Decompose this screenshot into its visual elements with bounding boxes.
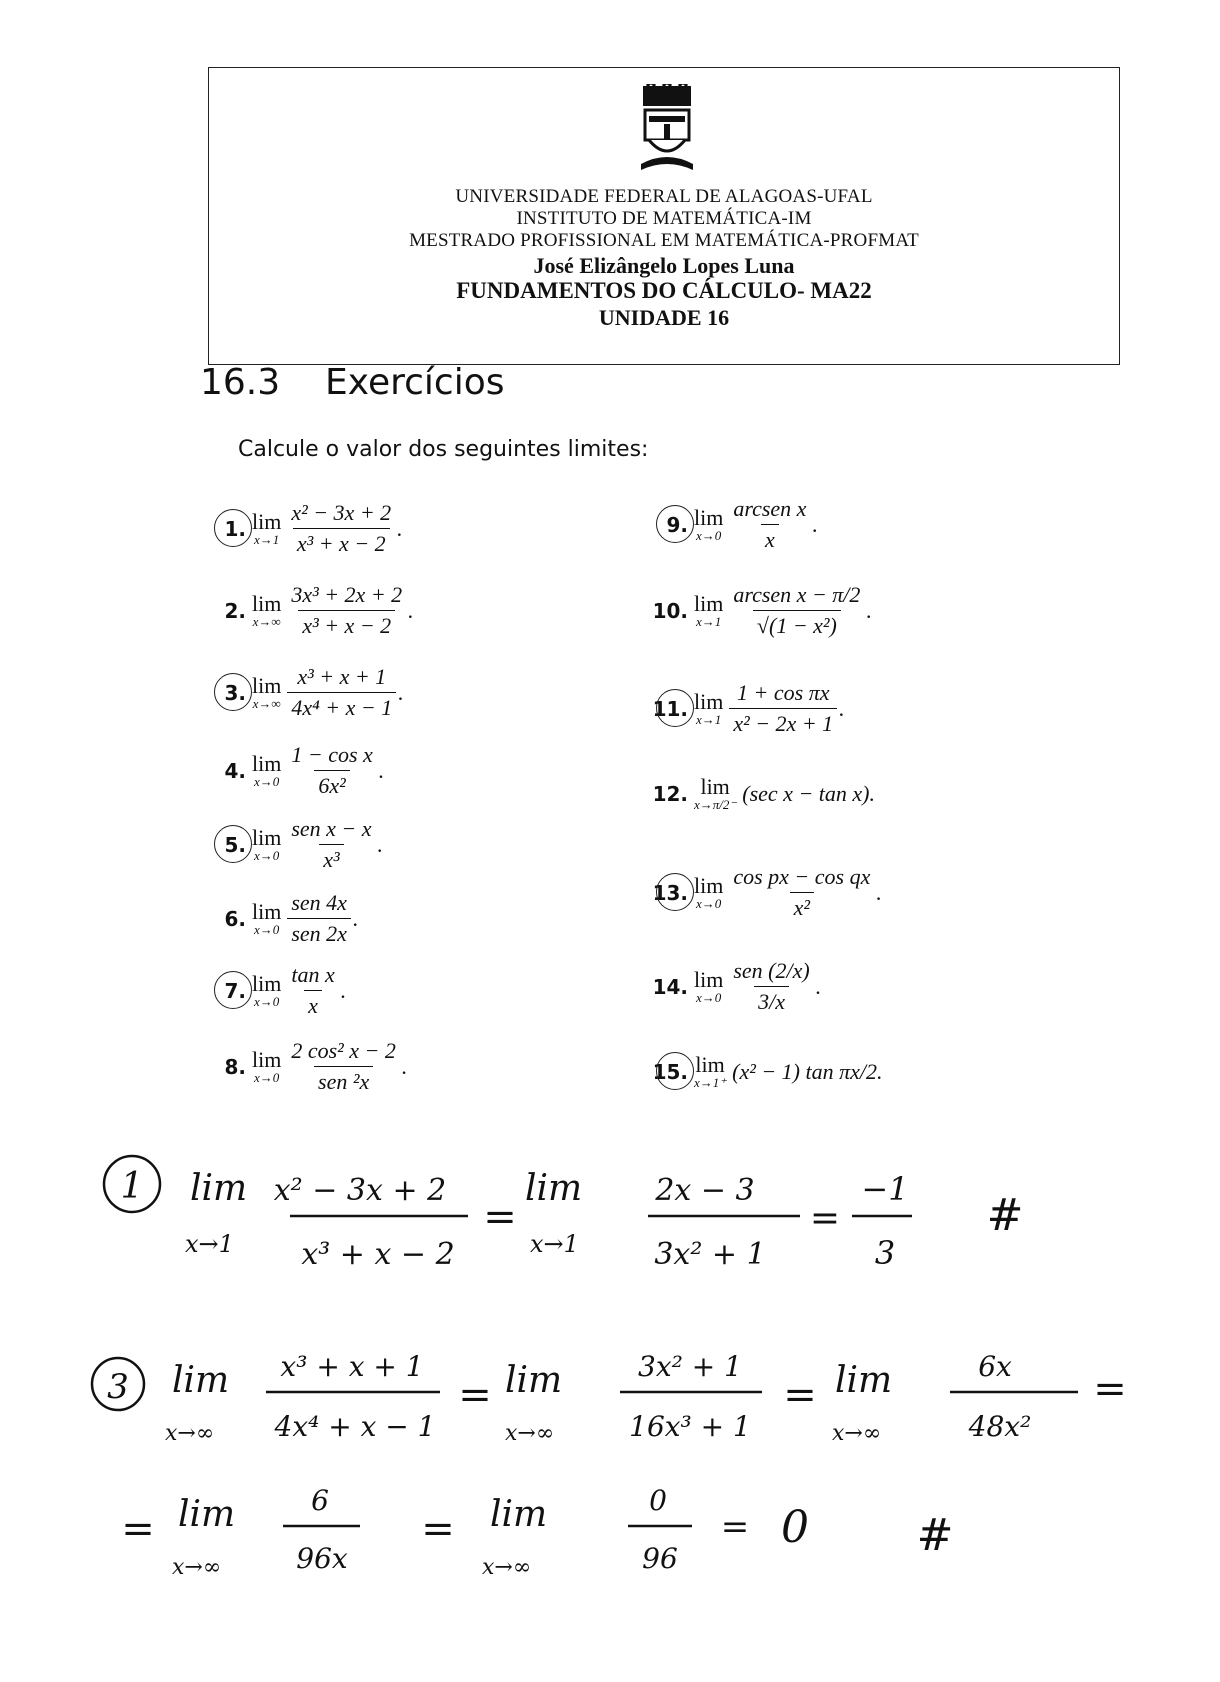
lim-subscript: x→1⁺: [694, 1075, 727, 1090]
exercise-number: 1.: [210, 517, 246, 541]
university-emblem-icon: [639, 84, 695, 176]
exercise-11: [652, 680, 845, 737]
lim-word: lim: [252, 672, 282, 698]
denominator: x: [304, 990, 322, 1019]
lim-subscript: x→1: [254, 531, 280, 547]
exercise-number: 12.: [652, 782, 688, 806]
lim-subscript: x→0: [696, 989, 722, 1005]
numerator: 3x³ + 2x + 2: [291, 582, 403, 607]
denominator: sen ²x: [314, 1066, 373, 1095]
expression: (x² − 1) tan πx/2.: [732, 1059, 883, 1084]
numerator: arcsen x: [733, 496, 807, 521]
lim-word: lim: [525, 1168, 583, 1209]
numerator: x³ + x + 1: [280, 1350, 424, 1383]
denominator: 4x⁴ + x − 1: [287, 692, 396, 721]
terminator: .: [397, 515, 403, 541]
numerator: x³ + x + 1: [297, 664, 387, 689]
lim-subscript: x→0: [254, 993, 280, 1009]
exercise-15: [652, 1054, 883, 1090]
lim-word: lim: [252, 1046, 282, 1072]
lim-subscript: x→0: [696, 527, 722, 543]
exercise-2: [210, 582, 414, 639]
end-mark: #: [986, 1190, 1024, 1241]
lim-subscript: x→0: [254, 773, 280, 789]
author-name: José Elizângelo Lopes Luna: [533, 253, 795, 278]
lim-word: lim: [694, 872, 724, 898]
exercise-4: [210, 742, 384, 799]
lim-word: lim: [490, 1494, 548, 1535]
terminator: .: [408, 597, 414, 623]
lim-subscript: x→∞: [482, 1555, 532, 1580]
denominator: 4x⁴ + x − 1: [274, 1410, 436, 1443]
numerator: 1 − cos x: [291, 742, 373, 767]
denominator: √(1 − x²): [753, 610, 841, 639]
denominator: 6x²: [314, 770, 349, 799]
terminator: .: [340, 977, 347, 1003]
equals-sign: =: [483, 1194, 517, 1240]
terminator: .: [866, 597, 872, 623]
lim-word: lim: [694, 590, 724, 616]
numerator: 2x − 3: [655, 1173, 755, 1208]
exercise-number: 15.: [652, 1060, 688, 1084]
solution-number: 3: [107, 1367, 129, 1407]
lim-subscript: x→∞: [832, 1421, 882, 1446]
lim-subscript: x→∞: [505, 1421, 555, 1446]
exercise-number: 3.: [210, 681, 246, 705]
lim-word: lim: [700, 774, 730, 799]
denominator: 48x²: [968, 1410, 1032, 1443]
lim-subscript: x→∞: [252, 695, 281, 711]
lim-word: lim: [252, 508, 282, 534]
handwritten-solution-3: [0, 1320, 1220, 1620]
exercise-number: 7.: [210, 979, 246, 1003]
exercise-number: 2.: [224, 598, 246, 623]
lim-word: lim: [252, 824, 282, 850]
lim-subscript: x→∞: [252, 613, 281, 629]
exercise-13: [652, 864, 882, 921]
terminator: .: [378, 757, 385, 783]
exercise-1: [210, 500, 403, 557]
lim-word: lim: [172, 1360, 230, 1401]
numerator: sen x − x: [291, 816, 372, 841]
denominator: 16x³ + 1: [629, 1410, 751, 1443]
numerator: 0: [649, 1484, 667, 1517]
lim-word: lim: [252, 590, 282, 616]
lim-subscript: x→π/2⁻: [694, 797, 737, 812]
instruction-text: Calcule o valor dos seguintes limites:: [238, 437, 649, 462]
equals-sign: =: [458, 1372, 492, 1418]
lim-word: lim: [835, 1360, 893, 1401]
terminator: .: [839, 695, 845, 721]
terminator: .: [815, 973, 822, 999]
numerator: arcsen x − π/2: [733, 582, 861, 607]
university-name: UNIVERSIDADE FEDERAL DE ALAGOAS-UFAL: [455, 186, 873, 207]
numerator: 3x² + 1: [638, 1350, 742, 1383]
exercise-number: 11.: [652, 696, 688, 721]
exercise-3: [210, 664, 404, 721]
exercise-5: [210, 816, 383, 873]
numerator: 6: [311, 1484, 329, 1517]
numerator: 2 cos² x − 2: [291, 1038, 396, 1063]
exercise-14: [652, 958, 821, 1015]
equals-sign: =: [1093, 1366, 1127, 1412]
equals-sign: =: [720, 1507, 750, 1547]
exercise-number: 5.: [210, 833, 246, 857]
exercise-number: 13.: [652, 880, 688, 905]
lim-word: lim: [178, 1494, 236, 1535]
lim-word: lim: [252, 750, 282, 776]
lim-word: lim: [252, 898, 282, 924]
expression: (sec x − tan x).: [742, 781, 875, 806]
denominator: x²: [790, 892, 814, 921]
numerator: tan x: [291, 962, 335, 987]
end-mark: #: [916, 1510, 954, 1561]
terminator: .: [352, 905, 359, 931]
lim-subscript: x→∞: [165, 1421, 215, 1446]
denominator: x² − 2x + 1: [729, 708, 837, 737]
numerator: sen (2/x): [733, 958, 810, 983]
program-name: MESTRADO PROFISSIONAL EM MATEMÁTICA-PROFMAT: [409, 230, 919, 251]
equals-sign: =: [783, 1372, 817, 1418]
terminator: .: [398, 679, 404, 705]
exercise-10: [652, 582, 872, 639]
exercise-12: [652, 776, 875, 812]
equals-sign: =: [421, 1506, 455, 1552]
denominator: 96x: [296, 1542, 348, 1575]
header-box: [208, 67, 1120, 365]
lim-word: lim: [694, 688, 724, 714]
terminator: .: [812, 511, 818, 537]
exercise-7: [210, 962, 346, 1019]
denominator: 3/x: [754, 986, 789, 1015]
exercise-number: 10.: [652, 598, 688, 623]
lim-subscript: x→∞: [172, 1555, 222, 1580]
course-title: FUNDAMENTOS DO CÁLCULO- MA22: [456, 278, 872, 303]
denominator: x³ + x − 2: [293, 528, 390, 557]
exercise-8: [210, 1038, 407, 1095]
terminator: .: [377, 831, 384, 857]
section-title: Exercícios: [325, 362, 505, 403]
exercise-number: 6.: [224, 906, 246, 931]
handwritten-solution-1: [0, 1140, 1220, 1280]
lim-subscript: x→1: [530, 1230, 579, 1258]
numerator: 1 + cos πx: [737, 680, 830, 705]
denominator: x³ + x − 2: [298, 610, 395, 639]
lim-word: lim: [694, 504, 724, 530]
lim-subscript: x→0: [254, 847, 280, 863]
denominator: 96: [642, 1542, 678, 1575]
section-number: 16.3: [200, 362, 281, 403]
lim-word: lim: [505, 1360, 563, 1401]
exercise-9: [652, 496, 818, 553]
lim-subscript: x→1: [185, 1230, 234, 1258]
equals-sign: =: [121, 1506, 155, 1552]
terminator: .: [401, 1053, 408, 1079]
numerator: x² − 3x + 2: [291, 500, 392, 525]
denominator: 3x² + 1: [654, 1237, 766, 1272]
denominator: x³: [319, 844, 343, 873]
denominator: x³ + x − 2: [301, 1237, 455, 1272]
lim-word: lim: [695, 1052, 725, 1077]
lim-word: lim: [190, 1168, 248, 1209]
institute-name: INSTITUTO DE MATEMÁTICA-IM: [516, 208, 812, 229]
numerator: x² − 3x + 2: [273, 1173, 447, 1208]
equals-sign: =: [809, 1198, 841, 1239]
unit-title: UNIDADE 16: [598, 305, 730, 330]
result-value: 0: [781, 1502, 809, 1553]
exercise-number: 8.: [224, 1054, 246, 1079]
section-heading: [200, 362, 504, 403]
denominator: x: [761, 524, 779, 553]
lim-subscript: x→0: [254, 921, 280, 937]
numerator: cos px − cos qx: [733, 864, 871, 889]
lim-word: lim: [694, 966, 724, 992]
exercise-6: [210, 890, 358, 947]
numerator: −1: [861, 1170, 909, 1208]
lim-subscript: x→1: [696, 613, 722, 629]
denominator: 3: [874, 1234, 896, 1272]
numerator: sen 4x: [291, 890, 347, 915]
lim-subscript: x→0: [254, 1069, 280, 1085]
exercise-number: 14.: [652, 974, 688, 999]
denominator: sen 2x: [287, 918, 351, 947]
lim-subscript: x→1: [696, 711, 722, 727]
exercise-number: 9.: [652, 513, 688, 537]
lim-word: lim: [252, 970, 282, 996]
solution-number: 1: [120, 1166, 144, 1207]
lim-subscript: x→0: [696, 895, 722, 911]
exercise-number: 4.: [224, 758, 246, 783]
terminator: .: [876, 879, 882, 905]
numerator: 6x: [978, 1350, 1012, 1383]
